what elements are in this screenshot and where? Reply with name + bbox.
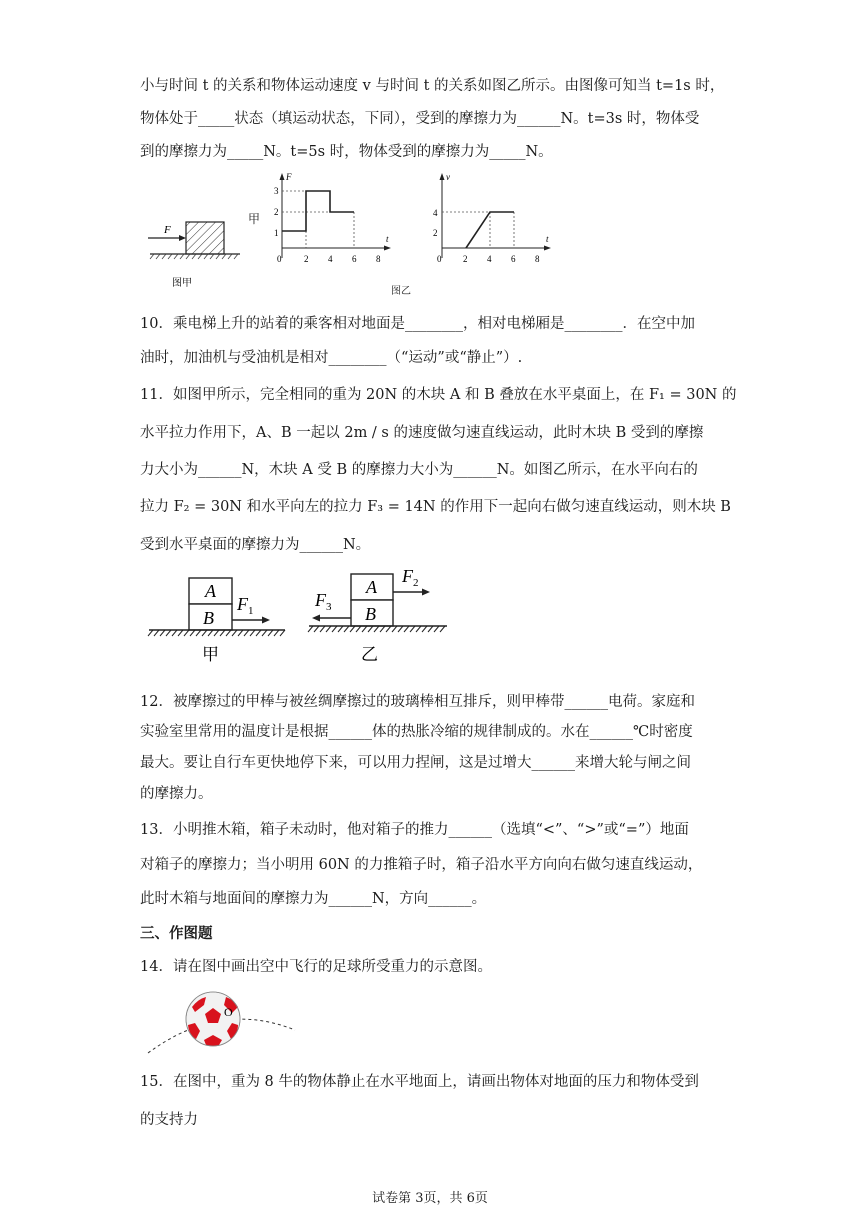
t-axis-label: t	[386, 234, 389, 244]
vt-tick-8: 8	[535, 254, 540, 264]
hatched-block	[186, 222, 224, 254]
q11-figure-jia	[145, 568, 290, 668]
f-axis-label: F	[286, 172, 292, 182]
f-t-curve	[282, 191, 354, 231]
force-label: F	[164, 224, 171, 236]
t-tick-4: 4	[328, 254, 333, 264]
q11-line1: 11．如图甲所示，完全相同的重为 20N 的木块 A 和 B 叠放在水平桌面上，在 F₁ = 30N 的	[140, 387, 737, 403]
q11-label-yi: 乙	[361, 645, 378, 665]
v-tick-4: 4	[433, 208, 438, 218]
f2-label: $F_2$	[402, 566, 419, 589]
vt-tick-4: 4	[487, 254, 492, 264]
f-t-graph	[266, 170, 396, 270]
q11-line4: 拉力 F₂ = 30N 和水平向左的拉力 F₃ = 14N 的作用下一起向右做匀速直线运动，则木块 B	[140, 499, 731, 515]
q11-figure-yi	[305, 562, 455, 668]
fig-jia-caption: 图甲	[172, 278, 192, 289]
block-a-label: A	[205, 581, 216, 601]
q11-line2: 水平拉力作用下，A、B 一起以 2m / s 的速度做匀速直线运动，此时木块 B 受到的摩擦	[140, 425, 704, 441]
v-tick-2: 2	[433, 228, 438, 238]
t-tick-2: 2	[304, 254, 309, 264]
q9-line2: 物体处于_____状态（填运动状态，下同），受到的摩擦力为______N。t=3s 时，物体受	[140, 111, 700, 127]
t-tick-6: 6	[352, 254, 357, 264]
fig-yi-caption: 图乙	[391, 286, 411, 297]
q10-line2: 油时，加油机与受油机是相对________（“运动”或“静止”）.	[140, 350, 523, 366]
graph-jia-label: 甲	[248, 212, 261, 226]
vt-tick-0: 0	[437, 254, 442, 264]
t-axis-label-v: t	[546, 234, 549, 244]
q11-line5: 受到水平桌面的摩擦力为______N。	[140, 537, 371, 553]
q12-line3: 最大。要让自行车更快地停下来，可以用力捏闸，这是过增大______来增大轮与闸之间	[140, 755, 691, 771]
q15-line1: 15．在图中，重为 8 牛的物体静止在水平地面上，请画出物体对地面的压力和物体受到	[140, 1074, 699, 1090]
page-footer: 试卷第 3页，共 6页	[372, 1191, 488, 1206]
q9-line3: 到的摩擦力为_____N。t=5s 时，物体受到的摩擦力为_____N。	[140, 144, 553, 160]
q11-label-jia: 甲	[202, 645, 219, 665]
f-tick-2: 2	[274, 207, 279, 217]
q9-figure-jia	[140, 170, 250, 295]
block-b-label: B	[203, 608, 214, 628]
f1-label: $F_1$	[237, 594, 254, 617]
section-title: 三、作图题	[140, 926, 213, 942]
ball-center-mark: O	[224, 1005, 233, 1019]
vt-tick-6: 6	[511, 254, 516, 264]
q9-line1: 小与时间 t 的关系和物体运动速度 v 与时间 t 的关系如图乙所示。由图像可知当 t=1s 时，	[140, 78, 725, 94]
q15-line2: 的支持力	[140, 1112, 198, 1128]
f3-label: $F_3$	[315, 590, 332, 613]
t-tick-0: 0	[277, 254, 282, 264]
q13-line1: 13．小明推木箱，箱子未动时，他对箱子的推力______（选填“<”、“>”或“=”）地面	[140, 822, 689, 838]
q12-line1: 12．被摩擦过的甲棒与被丝绸摩擦过的玻璃棒相互排斥，则甲棒带______电荷。家庭和	[140, 694, 695, 710]
q10-line1: 10．乘电梯上升的站着的乘客相对地面是________，相对电梯厢是________．在空中加	[140, 316, 695, 332]
block-b-yi-label: B	[365, 604, 376, 624]
football-icon	[186, 992, 240, 1046]
football-figure	[140, 985, 310, 1060]
q13-line2: 对箱子的摩擦力；当小明用 60N 的力推箱子时，箱子沿水平方向向右做匀速直线运动，	[140, 857, 703, 873]
q14-line1: 14．请在图中画出空中飞行的足球所受重力的示意图。	[140, 959, 492, 975]
q12-line2: 实验室里常用的温度计是根据______体的热胀冷缩的规律制成的。水在______℃时密度	[140, 724, 693, 740]
f-tick-1: 1	[274, 228, 279, 238]
t-tick-8: 8	[376, 254, 381, 264]
v-axis-label: v	[446, 172, 450, 182]
q12-line4: 的摩擦力。	[140, 786, 213, 802]
block-a-yi-label: A	[366, 577, 377, 597]
q11-line3: 力大小为______N，木块 A 受 B 的摩擦力大小为______N。如图乙所示，在水平向右的	[140, 462, 698, 478]
f-tick-3: 3	[274, 186, 279, 196]
vt-tick-2: 2	[463, 254, 468, 264]
q13-line3: 此时木箱与地面间的摩擦力为______N，方向______。	[140, 891, 487, 907]
v-t-graph	[428, 170, 558, 270]
